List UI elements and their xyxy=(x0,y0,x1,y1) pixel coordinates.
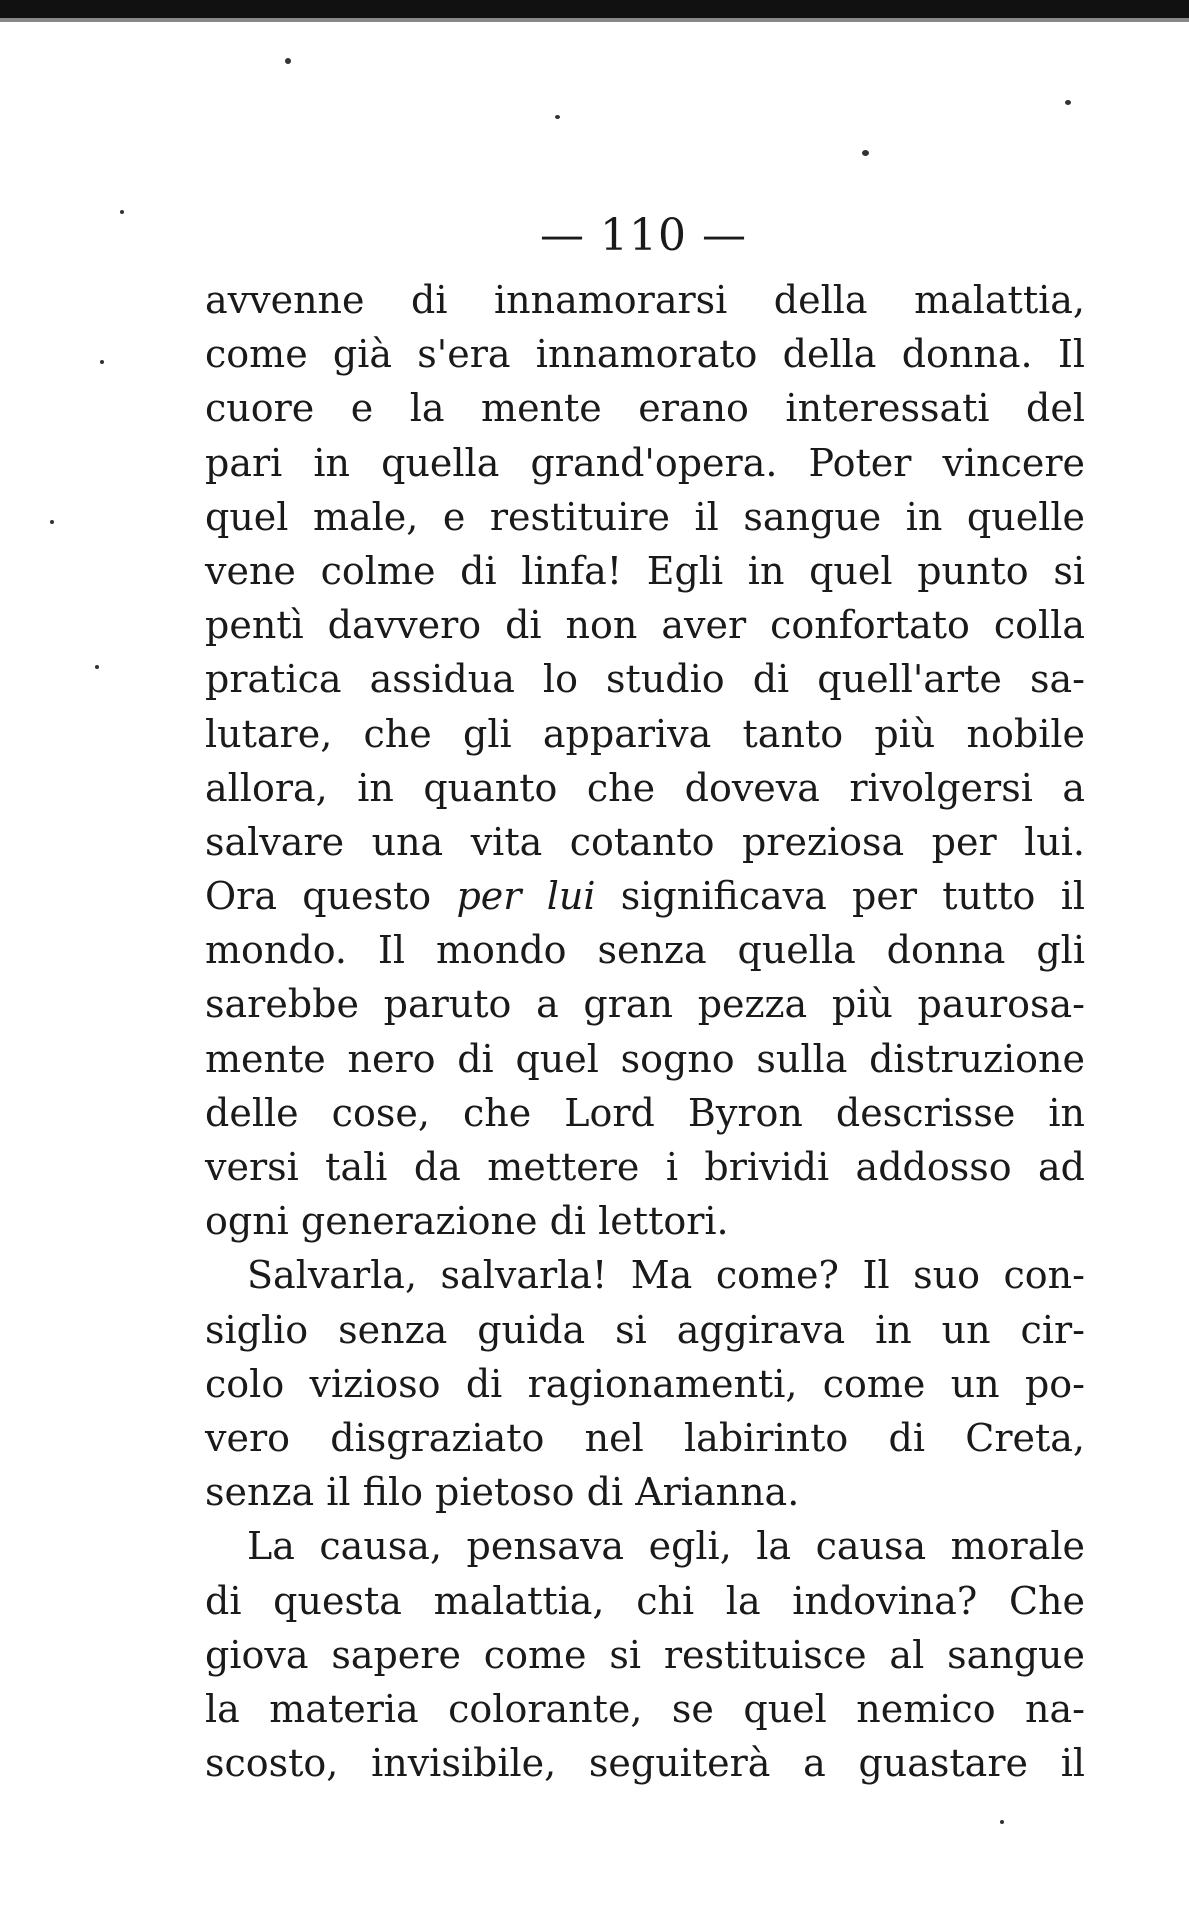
text-line: ogni generazione di lettori. xyxy=(205,1199,729,1244)
text-line: di questa malattia, chi la indovina? Che xyxy=(205,1578,1085,1623)
italic-emphasis: per lui xyxy=(456,874,596,919)
text-line: lutare, che gli appariva tanto più nobile xyxy=(205,711,1085,756)
text-line: avvenne di innamorarsi della malattia, xyxy=(205,278,1085,322)
body-text xyxy=(205,273,1085,1790)
scan-speck xyxy=(1065,100,1071,105)
scan-speck xyxy=(1000,1820,1004,1824)
text-line: come già s'era innamorato della donna. Il xyxy=(205,332,1085,377)
text-line: mondo. Il mondo senza quella donna gli xyxy=(205,928,1085,973)
text-line: la materia colorante, se quel nemico na- xyxy=(205,1686,1085,1731)
top-scan-border-shadow xyxy=(0,18,1189,22)
text-line: vero disgraziato nel labirinto di Creta, xyxy=(205,1415,1085,1460)
scan-speck xyxy=(100,360,104,364)
text-line: cuore e la mente erano interessati del xyxy=(205,386,1085,431)
text-line: pratica assidua lo studio di quell'arte sa- xyxy=(205,657,1085,702)
text-line: versi tali da mettere i brividi addosso ad xyxy=(205,1145,1085,1189)
paragraph-first-line: Salvarla, salvarla! Ma come? Il suo con- xyxy=(247,1253,1085,1298)
text-line: allora, in quanto che doveva rivolgersi a xyxy=(205,765,1085,810)
paragraph-first-line: La causa, pensava egli, la causa morale xyxy=(247,1524,1085,1569)
scan-speck xyxy=(95,665,99,669)
text-line: pentì davvero di non aver confortato colla xyxy=(205,603,1085,648)
text-line: senza il filo pietoso di Arianna. xyxy=(205,1470,800,1515)
text-segment: significava per tutto il xyxy=(595,874,1086,919)
text-line: vene colme di linfa! Egli in quel punto si xyxy=(205,548,1085,593)
text-line: scosto, invisibile, seguiterà a guastare il xyxy=(205,1741,1085,1786)
text-line: giova sapere come si restituisce al sangue xyxy=(205,1632,1085,1677)
text-line: colo vizioso di ragionamenti, come un po- xyxy=(205,1361,1085,1406)
text-line: siglio senza guida si aggirava in un cir- xyxy=(205,1307,1085,1352)
text-line: pari in quella grand'opera. Poter vincere xyxy=(205,440,1085,485)
text-line: sarebbe paruto a gran pezza più paurosa- xyxy=(205,982,1085,1027)
scan-speck xyxy=(285,58,291,64)
text-line: salvare una vita cotanto preziosa per lui. xyxy=(205,819,1085,864)
scan-speck xyxy=(50,520,54,524)
text-line: quel male, e restituire il sangue in quelle xyxy=(205,494,1085,539)
scan-speck xyxy=(120,210,124,214)
text-line: delle cose, che Lord Byron descrisse in xyxy=(205,1090,1085,1135)
top-scan-border xyxy=(0,0,1189,18)
scan-speck xyxy=(862,150,869,156)
text-segment: Ora questo xyxy=(205,874,457,919)
text-line: mente nero di quel sogno sulla distruzione xyxy=(205,1036,1085,1081)
page-number: — 110 — xyxy=(540,210,747,261)
text-line-with-italic xyxy=(205,869,1085,923)
scan-speck xyxy=(555,115,560,119)
